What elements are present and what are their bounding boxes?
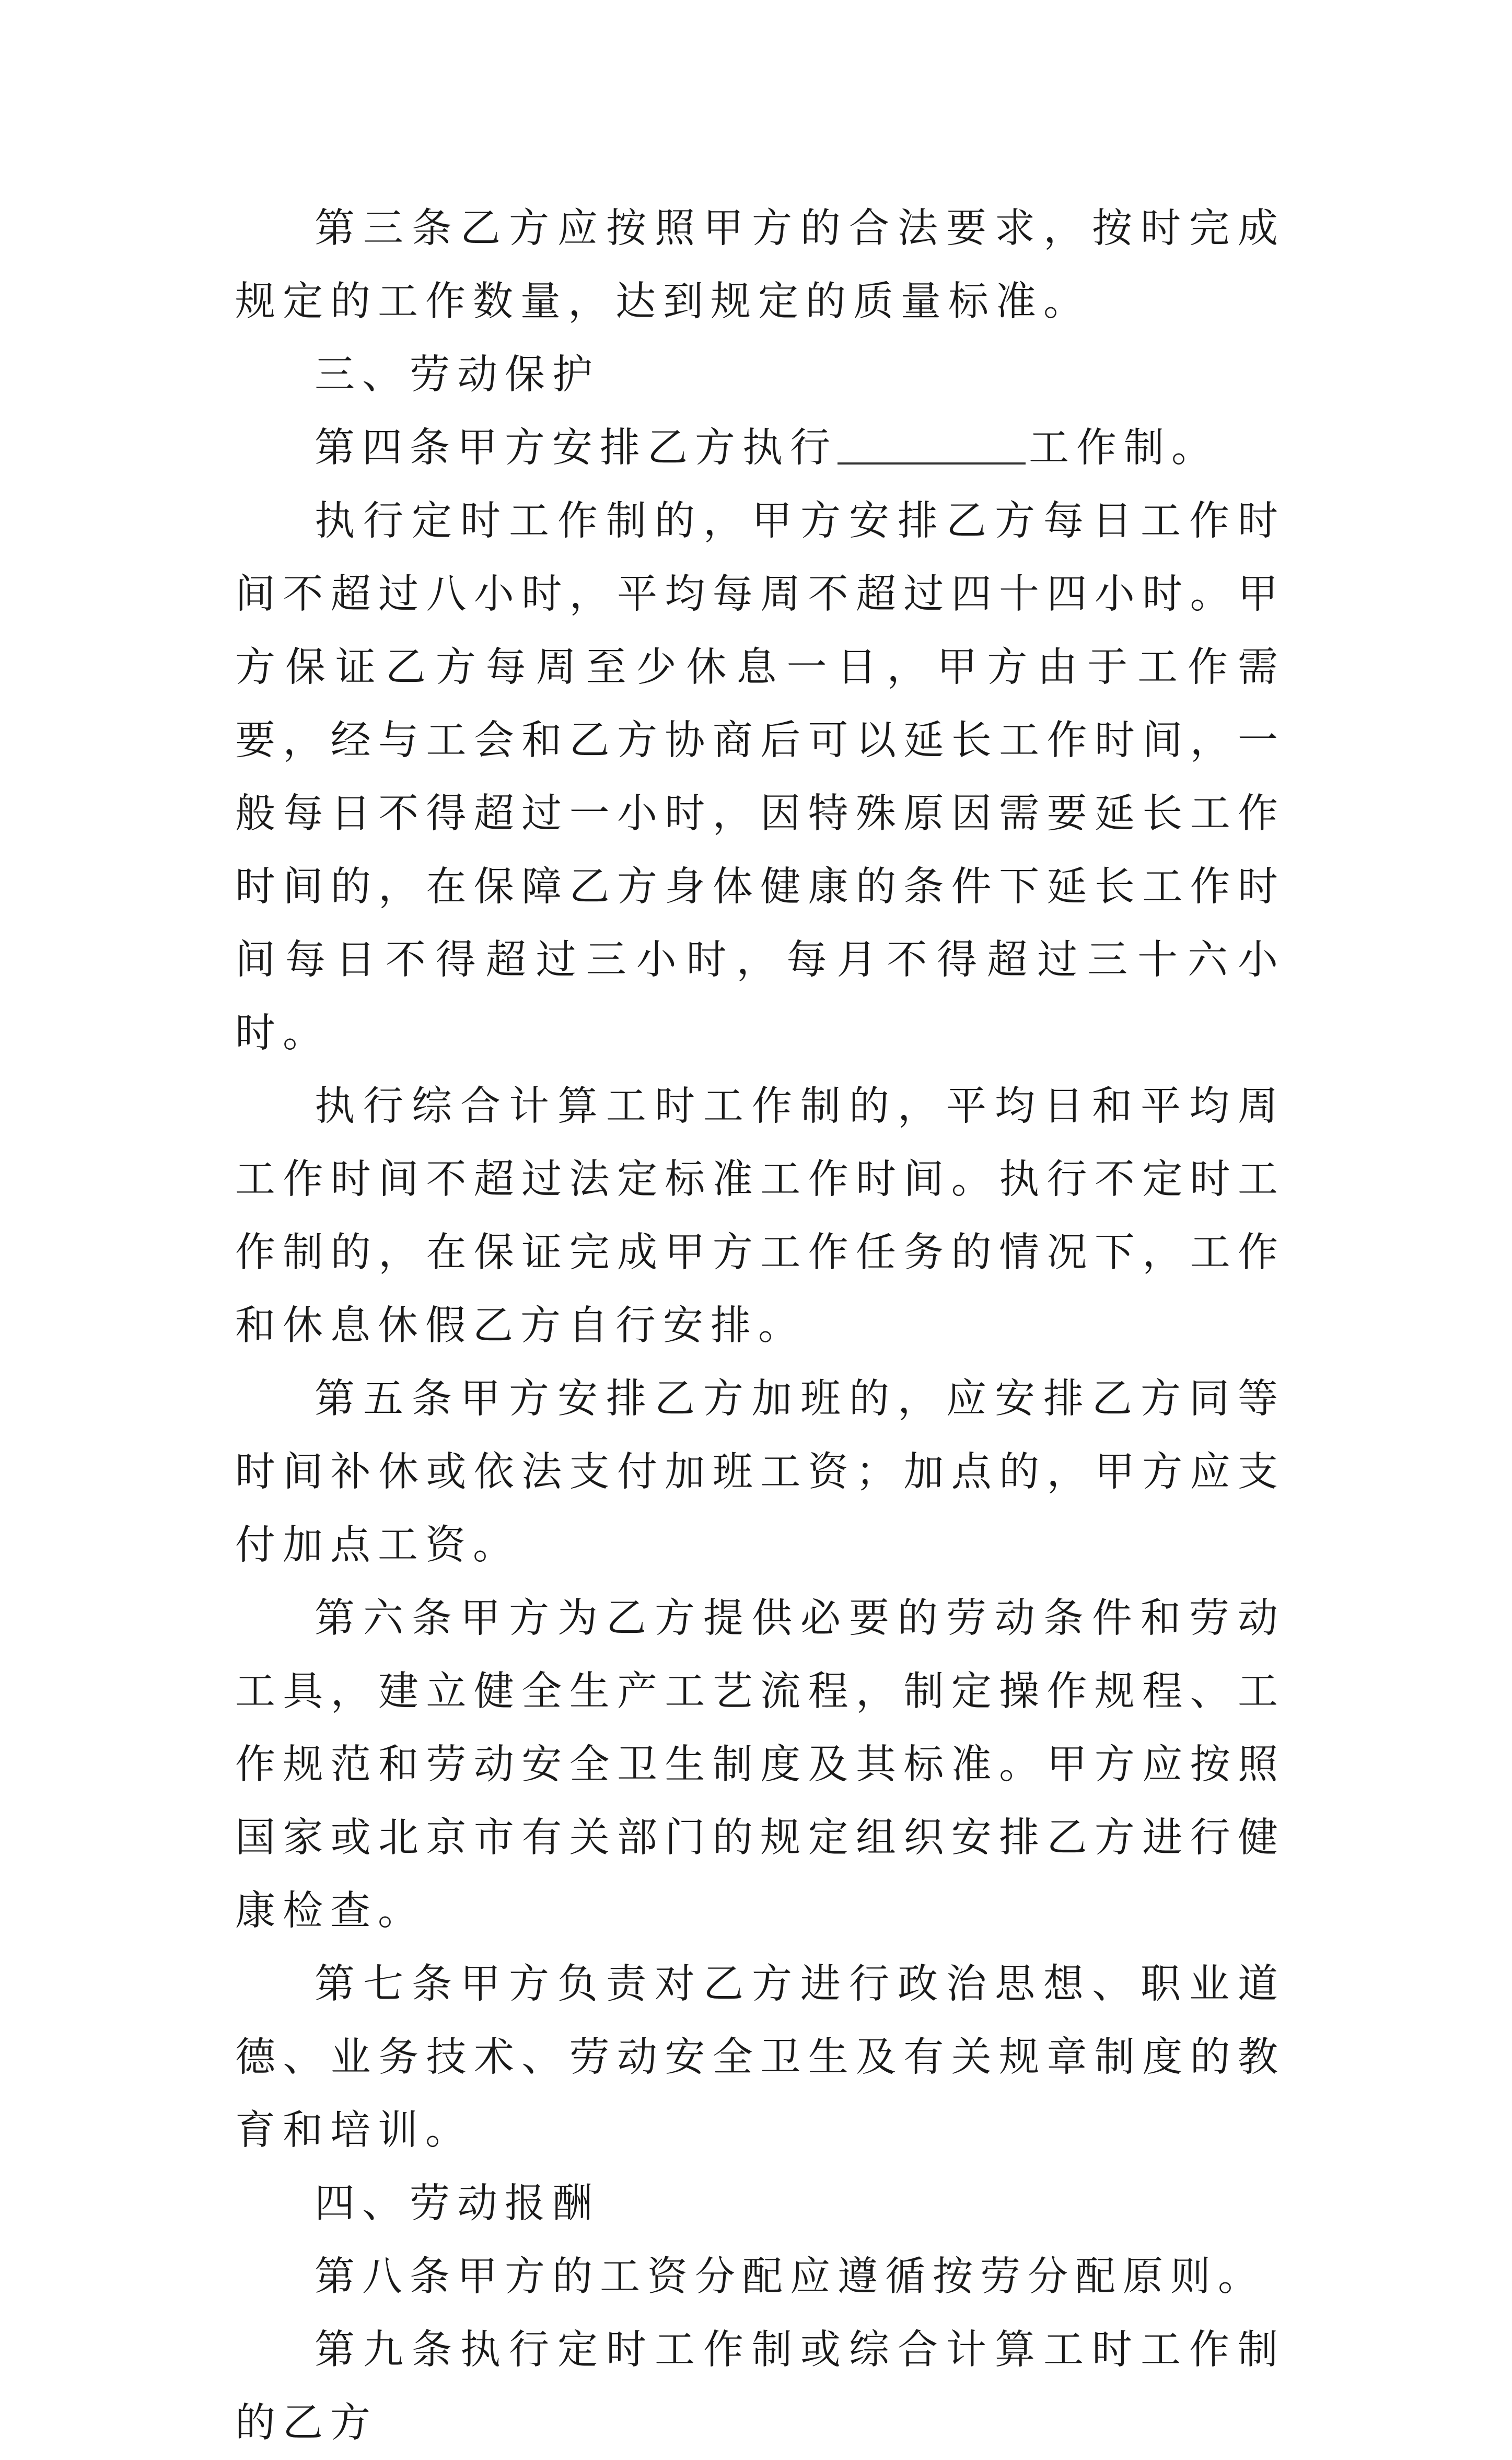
section-heading-remuneration: 四、劳动报酬 <box>315 2180 600 2227</box>
article-6-paragraph: 第六条甲方为乙方提供必要的劳动条件和劳动工具，建立健全生产工艺流程，制定操作规程、工作规范和劳动安全卫生制度及其标准。甲方应按照国家或北京市有关部门的规定组织安排乙方进行健康检查。 <box>235 1595 1285 1934</box>
article-4-paragraph <box>235 412 1285 485</box>
work-system-blank-line <box>838 426 1026 465</box>
section-heading-labor-protection: 三、劳动保护 <box>315 352 600 398</box>
article-5-paragraph: 第五条甲方安排乙方加班的，应安排乙方同等时间补休或依法支付加班工资；加点的，甲方应支付加点工资。 <box>235 1376 1285 1569</box>
article-3-paragraph: 第三条乙方应按照甲方的合法要求，按时完成规定的工作数量，达到规定的质量标准。 <box>235 205 1285 325</box>
article-8-paragraph: 第八条甲方的工资分配应遵循按劳分配原则。 <box>315 2254 1265 2300</box>
article-9-paragraph: 第九条执行定时工作制或综合计算工时工作制的乙方 <box>235 2327 1285 2446</box>
article-7-paragraph: 第七条甲方负责对乙方进行政治思想、职业道德、业务技术、劳动安全卫生及有关规章制度的教育和培训。 <box>235 1961 1285 2154</box>
article-4-text-after: 工作制。 <box>1029 425 1219 471</box>
fixed-hours-paragraph: 执行定时工作制的，甲方安排乙方每日工作时间不超过八小时，平均每周不超过四十四小时。甲方保证乙方每周至少休息一日，甲方由于工作需要，经与工会和乙方协商后可以延长工作时间，一般每日不得超过一小时，因特殊原因需要延长工作时间的，在保障乙方身体健康的条件下延长工作时间每日不得超过三小时，每月不得超过三十六小时。 <box>235 498 1285 1057</box>
comprehensive-hours-paragraph: 执行综合计算工时工作制的，平均日和平均周工作时间不超过法定标准工作时间。执行不定时工作制的，在保证完成甲方工作任务的情况下，工作和休息休假乙方自行安排。 <box>235 1083 1285 1349</box>
document-body <box>235 192 1285 2460</box>
article-4-text-before: 第四条甲方安排乙方执行 <box>315 425 838 471</box>
